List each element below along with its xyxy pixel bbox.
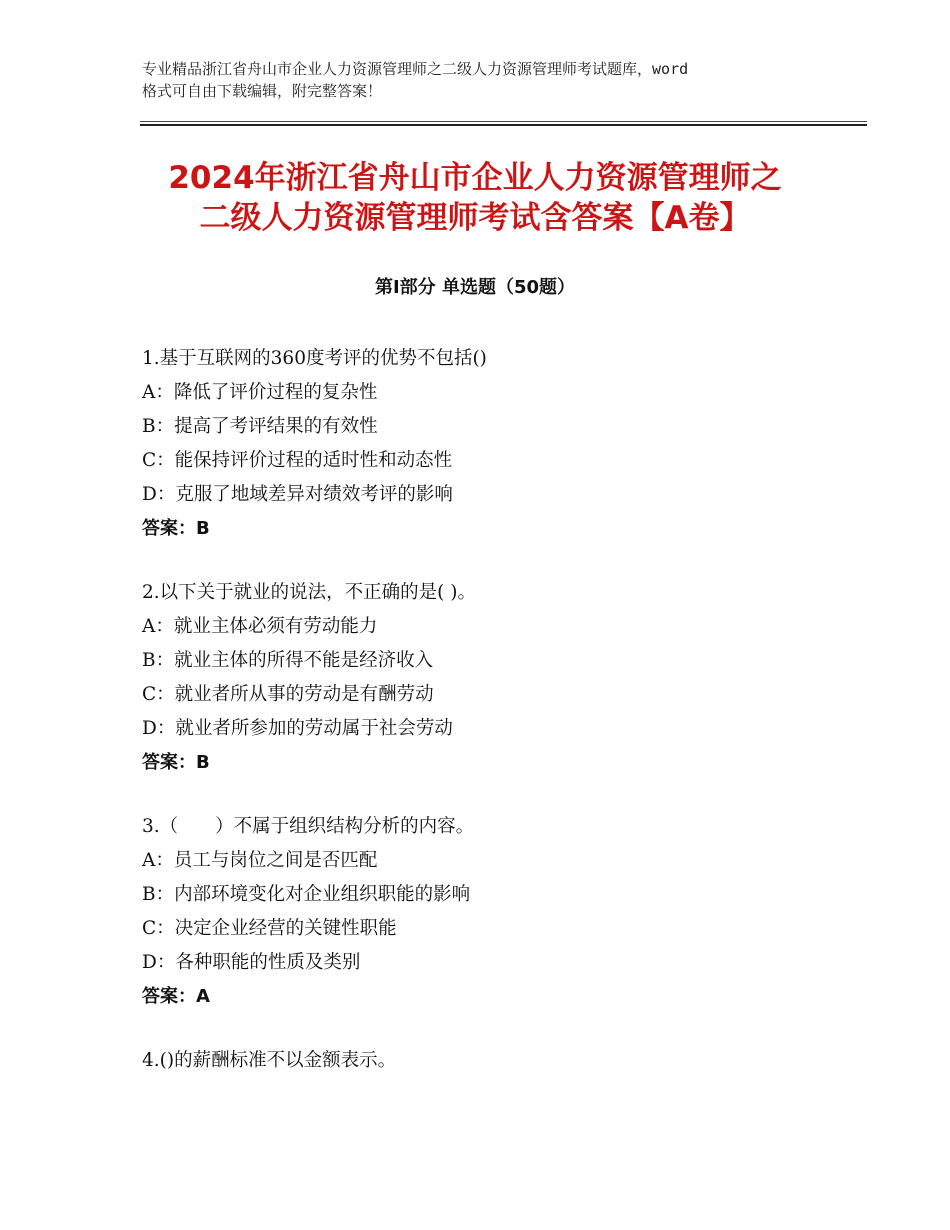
question-stem: 3.（ ）不属于组织结构分析的内容。 xyxy=(142,816,475,837)
question-item xyxy=(142,1044,842,1078)
option-d: D：克服了地域差异对绩效考评的影响 xyxy=(142,484,453,505)
question-item xyxy=(142,576,842,780)
option-b: B：提高了考评结果的有效性 xyxy=(142,416,378,437)
answer-label: 答案：B xyxy=(142,518,210,539)
question-stem: 2.以下关于就业的说法，不正确的是( )。 xyxy=(142,582,476,603)
option-a: A：降低了评价过程的复杂性 xyxy=(142,382,378,403)
option-b: B：就业主体的所得不能是经济收入 xyxy=(142,650,434,671)
answer-label: 答案：A xyxy=(142,986,210,1007)
divider-thin xyxy=(140,121,867,122)
option-a: A：就业主体必须有劳动能力 xyxy=(142,616,378,637)
section-heading: 第Ⅰ部分 单选题（50题） xyxy=(374,277,575,298)
question-list xyxy=(142,342,842,1108)
option-c: C：能保持评价过程的适时性和动态性 xyxy=(142,450,453,471)
option-d: D：各种职能的性质及类别 xyxy=(142,952,361,973)
option-b: B：内部环境变化对企业组织职能的影响 xyxy=(142,884,471,905)
header-note-line: 格式可自由下载编辑，附完整答案！ xyxy=(142,82,383,100)
question-item xyxy=(142,810,842,1014)
answer-label: 答案：B xyxy=(142,752,210,773)
header-note xyxy=(142,58,832,102)
header-note-line: 专业精品浙江省舟山市企业人力资源管理师之二级人力资源管理师考试题库，word xyxy=(142,60,689,78)
document-title xyxy=(60,158,890,238)
title-line: 2024年浙江省舟山市企业人力资源管理师之 xyxy=(168,160,782,196)
option-c: C：就业者所从事的劳动是有酬劳动 xyxy=(142,684,434,705)
question-item xyxy=(142,342,842,546)
question-stem: 1.基于互联网的360度考评的优势不包括() xyxy=(142,348,487,369)
header-divider xyxy=(140,121,867,126)
option-a: A：员工与岗位之间是否匹配 xyxy=(142,850,378,871)
option-c: C：决定企业经营的关键性职能 xyxy=(142,918,397,939)
divider-thick xyxy=(140,124,867,126)
option-d: D：就业者所参加的劳动属于社会劳动 xyxy=(142,718,453,739)
title-line: 二级人力资源管理师考试含答案【A卷】 xyxy=(199,200,751,236)
question-stem: 4.()的薪酬标准不以金额表示。 xyxy=(142,1050,397,1071)
